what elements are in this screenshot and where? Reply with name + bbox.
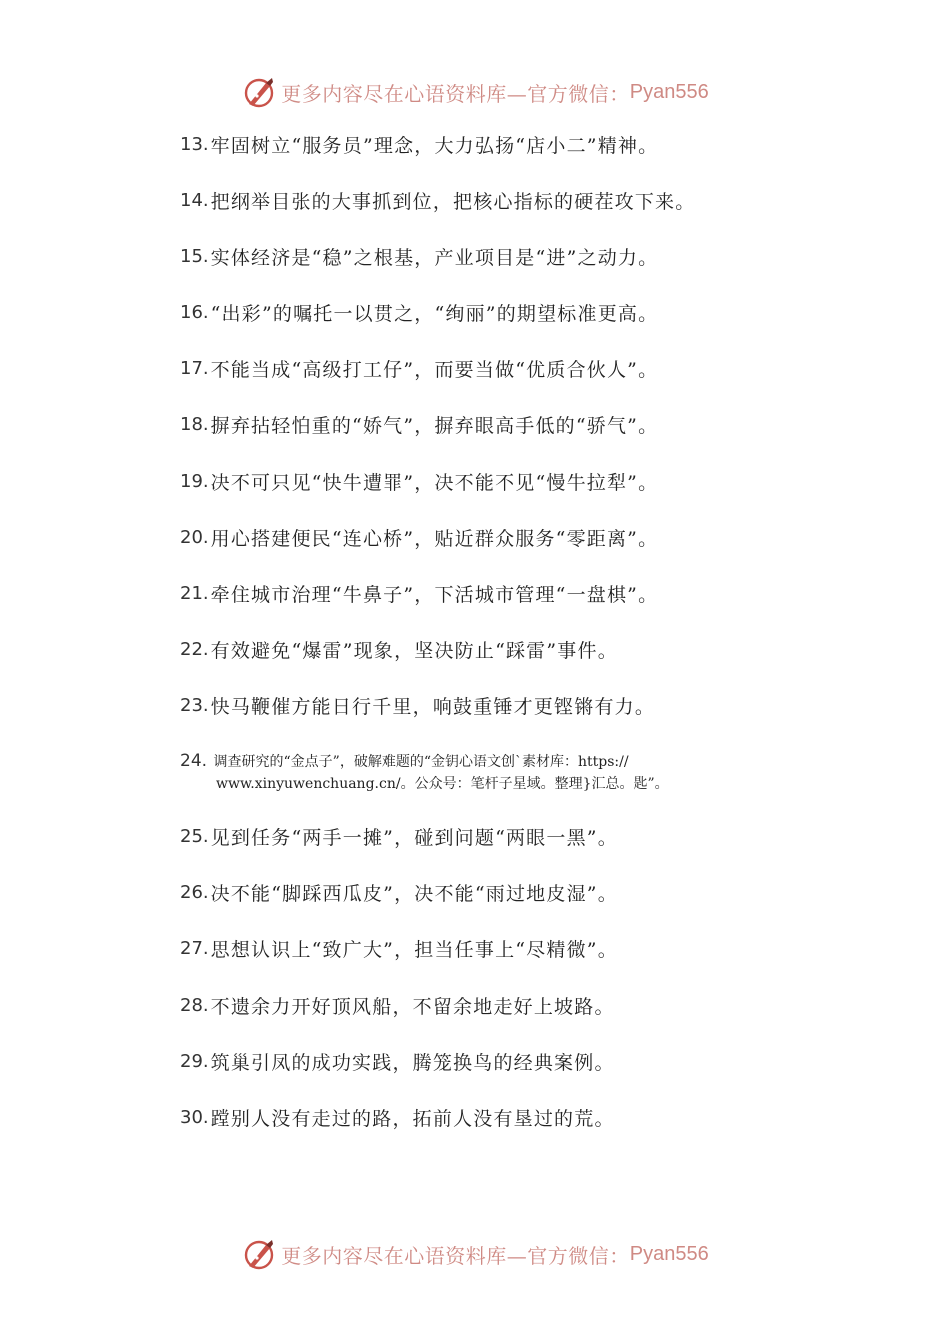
item-24-line-1: 调查研究的“金点子”，破解难题的“金钥心语文创`素材库：https:// <box>213 754 629 770</box>
list-item: 15. 实体经济是“稳”之根基，产业项目是“进”之动力。 <box>180 245 659 269</box>
list-item: 30. 蹚别人没有走过的路，拓前人没有垦过的荒。 <box>180 1106 615 1130</box>
list-item: 29. 筑巢引凤的成功实践，腾笼换鸟的经典案例。 <box>180 1050 615 1074</box>
list-item: 14. 把纲举目张的大事抓到位，把核心指标的硬茬攻下来。 <box>180 189 696 213</box>
list-item: 19. 决不可只见“快牛遭罪”，决不能不见“慢牛拉犁”。 <box>180 470 659 494</box>
list-item-24: 24. 调查研究的“金点子”，破解难题的“金钥心语文创`素材库：https:// www.xinyuwenchuang.cn/。公众号：笔杆子星域。整理}汇总。匙”。 <box>180 750 790 795</box>
list-item: 18. 摒弃拈轻怕重的“娇气”，摒弃眼高手低的“骄气”。 <box>180 413 659 437</box>
list-item: 17. 不能当成“高级打工仔”，而要当做“优质合伙人”。 <box>180 357 659 381</box>
item-24-line-2: www.xinyuwenchuang.cn/。公众号：笔杆子星域。整理}汇总。匙”。 <box>216 776 669 792</box>
list-item: 27. 思想认识上“致广大”，担当任事上“尽精微”。 <box>180 937 618 961</box>
header-wechat-id: Pyan556 <box>629 80 709 103</box>
list-item: 20. 用心搭建便民“连心桥”，贴近群众服务“零距离”。 <box>180 526 659 550</box>
list-item: 13. 牢固树立“服务员”理念，大力弘扬“店小二”精神。 <box>180 133 659 157</box>
list-item: 28. 不遗余力开好顶风船，不留余地走好上坡路。 <box>180 994 615 1018</box>
list-item: 21. 牵住城市治理“牛鼻子”，下活城市管理“一盘棋”。 <box>180 582 659 606</box>
list-item: 25. 见到任务“两手一摊”，碰到问题“两眼一黑”。 <box>180 825 618 849</box>
header-text: 更多内容尽在心语资料库—官方微信： <box>281 81 630 106</box>
list-item: 23. 快马鞭催方能日行千里，响鼓重锤才更铿锵有力。 <box>180 694 656 718</box>
list-item: 26. 决不能“脚踩西瓜皮”，决不能“雨过地皮湿”。 <box>180 881 618 905</box>
footer-banner <box>0 1232 950 1276</box>
footer-text: 更多内容尽在心语资料库—官方微信： <box>281 1243 630 1268</box>
list-item: 16. “出彩”的嘱托一以贯之，“绚丽”的期望标准更高。 <box>180 301 659 325</box>
list-item: 22. 有效避免“爆雷”现象，坚决防止“踩雷”事件。 <box>180 638 618 662</box>
footer-wechat-id: Pyan556 <box>629 1242 709 1265</box>
pen-nib-circle-logo-icon <box>241 1236 277 1272</box>
